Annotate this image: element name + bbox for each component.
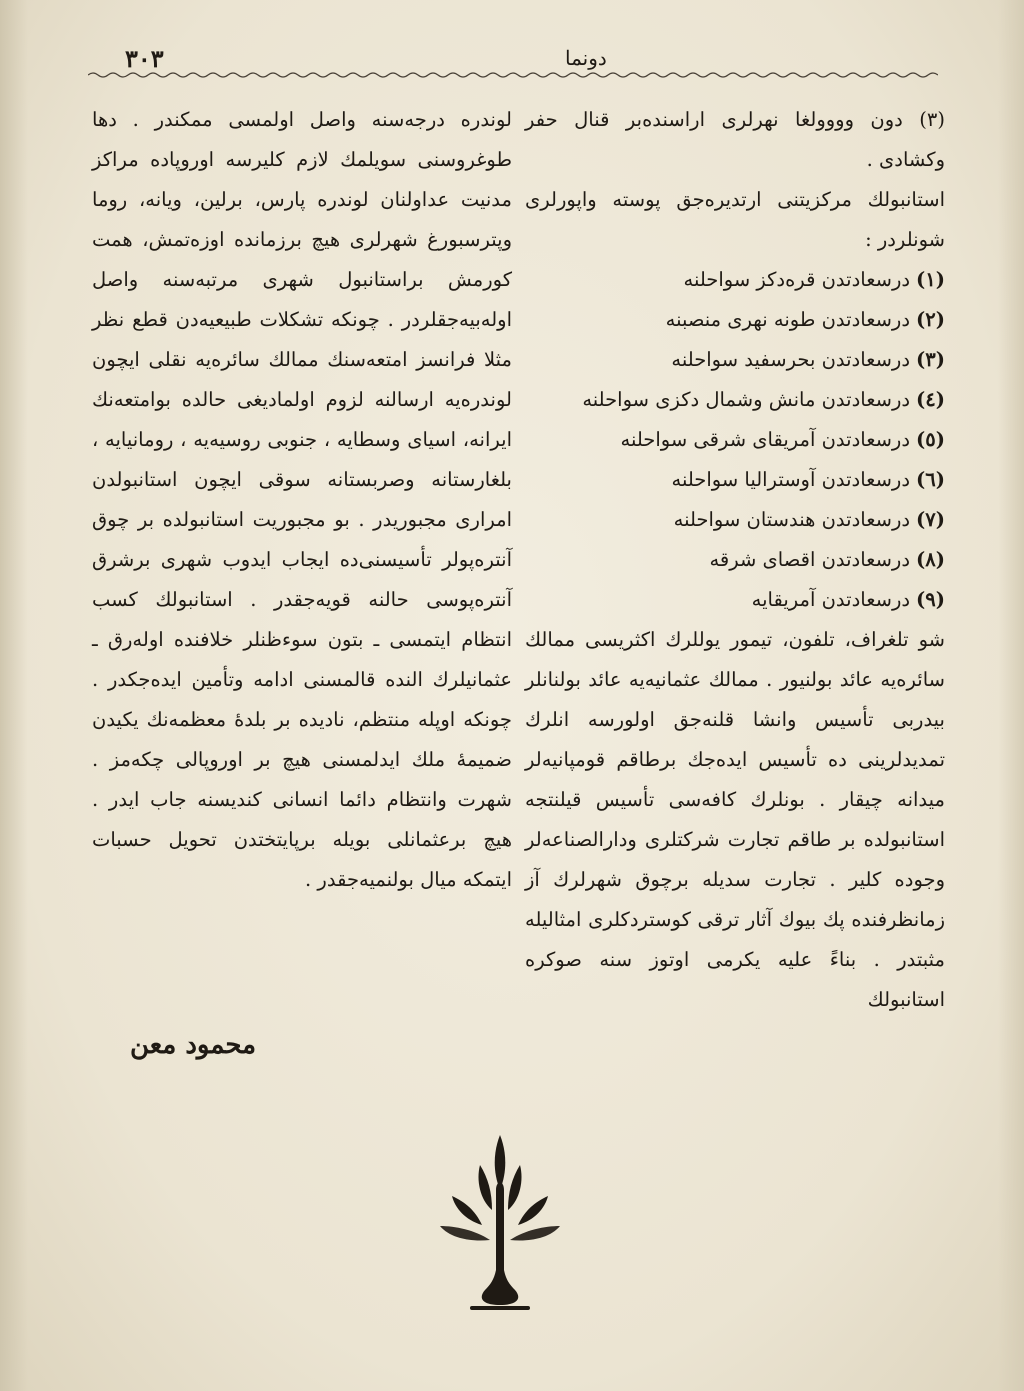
list-item [525,260,945,300]
list-text: درسعادتدن آمريقايه [751,588,911,611]
list-text: درسعادتدن آمريقای شرقی سواحلنه [620,428,911,451]
routes-intro: استانبولك مركزيتنی ارتديره‌جق پوسته واپورلری شونلردر : [525,188,945,251]
list-number: (٧) [916,508,945,531]
list-number: (٦) [916,468,945,491]
list-item [525,340,945,380]
list-text: درسعادتدن آوستراليا سواحلنه [671,468,911,491]
running-title: دونما [565,46,607,70]
list-text: درسعادتدن قره‌دكز سواحلنه [683,268,911,291]
list-item [525,580,945,620]
list-item [525,540,945,580]
list-text: درسعادتدن اقصای شرقه [709,548,911,571]
author-signature: محمود معن [130,1030,257,1060]
list-item [525,420,945,460]
page-edge-shadow [998,0,1024,1391]
list-item [525,380,945,420]
floral-ornament-icon [430,1130,570,1320]
routes-list [525,260,945,620]
list-number: (٢) [916,308,945,331]
list-item [525,460,945,500]
list-number: (٩) [916,588,945,611]
list-number: (٥) [916,428,945,451]
list-number: (٨) [916,548,945,571]
closing-paragraph: شو تلغراف، تلفون، تيمور يوللرك اكثريسی ممالك سائره‌يه عائد بولنيور . ممالك عثمانيه‌يه عائد بولنانلر بيدربی تأسيس وانشا قلنه‌جق اولورسه انلرك تمديدلرينی ده تأسيس ايده‌جك برطاقم قومپانيه‌لر ميدانه چيقار . بونلرك كافه‌سی تأسيس قيلنتجه استانبولده بر طاقم تجارت شركتلری ودارالصناعه‌لر وجوده كلير . تجارت سديله برچوق شهرلرك آز زمانظرفنده پك بيوك آثار ترقی كوستردكلری امثاليله مثبتدر . بناءً عليه يكرمی اوتوز سنه صوكره استانبولك [525,628,945,1011]
right-column [525,100,945,1020]
body-paragraph: لوندره درجه‌سنه واصل اولمسی ممكندر . دها طوغروسنی سويلمك لازم كليرسه اوروپاده مراكز مدنيت عداولنان لوندره پارس، برلين، ويانه، روما وپترسبورغ شهرلری هيچ برزمانده اوزه‌تمش، همت كورمش براستانبول شهری مرتبه‌سنه واصل اوله‌بيه‌جقلردر . چونكه تشكلات طبيعيه‌دن قطع نظر مثلا فرانسز امتعه‌سنك ممالك سائره‌يه نقلی ايچون لوندره‌يه ارسالنه لزوم اولماديغی حالده بوامتعه‌نك ايرانه، اسيای وسطايه ، جنوبی روسيه‌يه ، رومانيايه ، بلغارستانه وصربستانه سوقی ايچون استانبولدن امراری مجبوريدر . بو مجبوريت استانبولده بر چوق آنتره‌پولر تأسيسنی‌ده ايجاب ايدوب شهری برشرق آنتره‌پوسی حالنه قويه‌جقدر . استانبولك كسب انتظام ايتمسی ـ بتون سوءظنلر خلافنده اوله‌رق ـ عثمانيلرك النده قالمسنی ادامه وتأمين ايده‌جكدر . چونكه اوپله منتظم، ناديده بر بلدهٔ معظمه‌نك يكيدن ضميمهٔ ملك ايدلمسنی هيچ بر اوروپالی چكه‌مز . شهرت وانتظام دائما انسانی كنديسنه جاب ايدر . هيچ برعثمانلی بويله برپايتختدن تحويل حسبات ايتمكه ميال بولنميه‌جقدر . [92,108,512,891]
list-item [525,500,945,540]
header-rule [88,70,938,80]
left-column [92,100,512,900]
page-number: ٣٠٣ [125,44,164,73]
list-number: (٣) [916,348,945,371]
list-text: درسعادتدن هندستان سواحلنه [673,508,911,531]
list-text: درسعادتدن طونه نهری منصبنه [665,308,911,331]
page-binding-shadow [0,0,28,1391]
list-item [525,300,945,340]
list-number: (١) [916,268,945,291]
intro-paragraph: (٣) دون وووولغا نهرلری اراسنده‌بر قنال حفر وكشادی . [525,108,945,171]
list-number: (٤) [916,388,945,411]
list-text: درسعادتدن بحرسفيد سواحلنه [671,348,911,371]
list-text: درسعادتدن مانش وشمال دكزی سواحلنه [582,388,911,411]
